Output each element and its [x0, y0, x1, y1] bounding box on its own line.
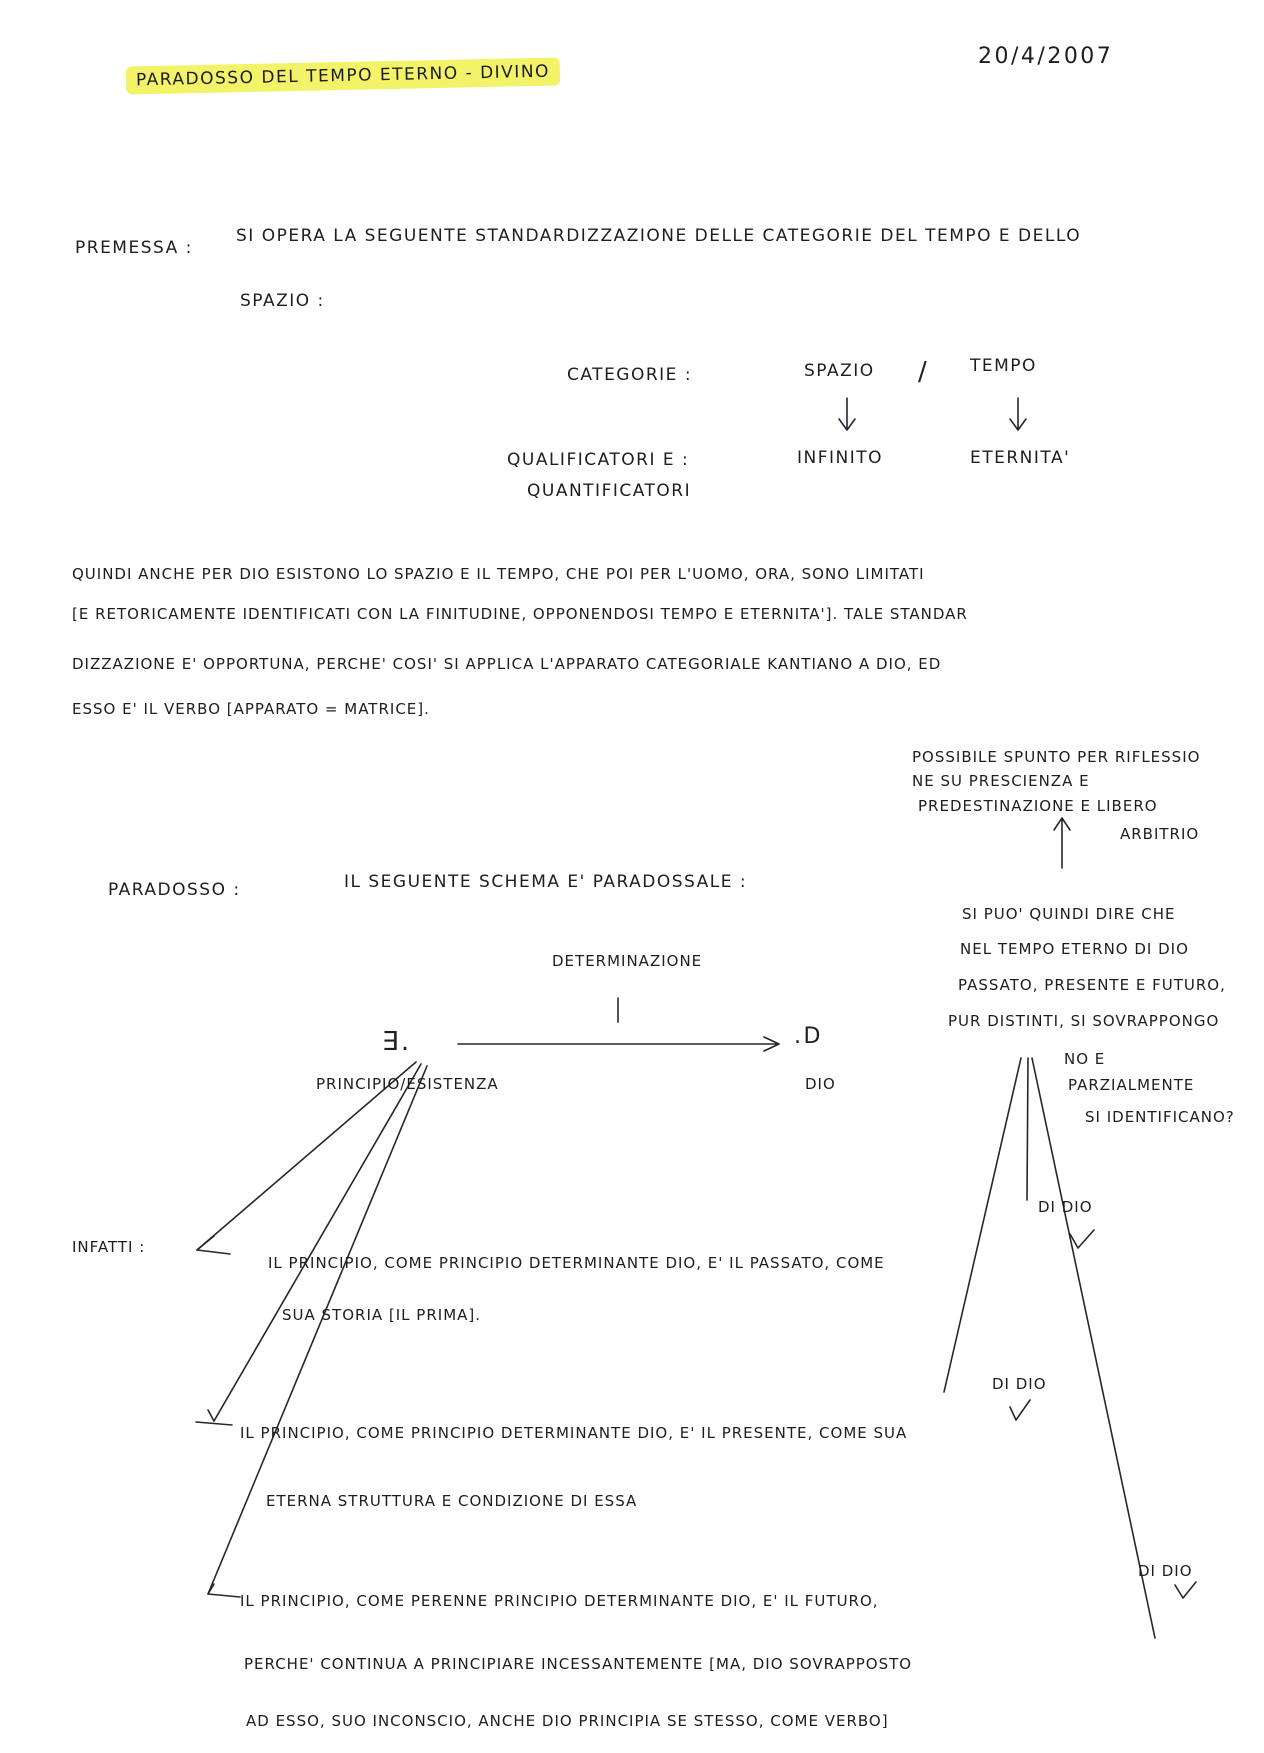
principio-esistenza-label: PRINCIPIO/ESISTENZA — [316, 1075, 499, 1093]
tempo-label: TEMPO — [970, 356, 1037, 376]
spazio-label: SPAZIO — [804, 361, 875, 381]
determinazione-arrow — [458, 1037, 779, 1051]
right-note-line-4: PUR DISTINTI, SI SOVRAPPONGO — [948, 1012, 1220, 1030]
di-dio-label-3: DI DIO — [1138, 1562, 1193, 1580]
slash: / — [918, 357, 930, 387]
right-note-line-3: PASSATO, PRESENTE E FUTURO, — [958, 976, 1226, 994]
paragraph-line-2: [E RETORICAMENTE IDENTIFICATI CON LA FINITUDINE, OPPONENDOSI TEMPO E ETERNITA']. TALE STANDAR — [72, 605, 968, 623]
item-3-line-2: PERCHE' CONTINUA A PRINCIPIARE INCESSANTEMENTE [MA, DIO SOVRAPPOSTO — [244, 1655, 913, 1673]
paragraph-line-3: DIZZAZIONE E' OPPORTUNA, PERCHE' COSI' SI APPLICA L'APPARATO CATEGORIALE KANTIANO A DIO, ED — [72, 655, 942, 673]
principio-fan — [196, 1062, 427, 1597]
premessa-line-1: SI OPERA LA SEGUENTE STANDARDIZZAZIONE DELLE CATEGORIE DEL TEMPO E DELLO — [236, 226, 1082, 246]
determinazione-label: DETERMINAZIONE — [552, 952, 703, 970]
paragraph-line-4: ESSO E' IL VERBO [APPARATO = MATRICE]. — [72, 700, 430, 718]
item-1-line-1: IL PRINCIPIO, COME PRINCIPIO DETERMINANTE DIO, E' IL PASSATO, COME — [268, 1254, 885, 1272]
right-note-line-6: PARZIALMENTE — [1068, 1076, 1195, 1094]
qualificatori-label: QUALIFICATORI E : — [507, 450, 690, 470]
side-note-line-1: POSSIBILE SPUNTO PER RIFLESSIO — [912, 748, 1201, 766]
side-note-line-2: NE SU PRESCIENZA E — [912, 772, 1090, 790]
item-2-line-2: ETERNA STRUTTURA E CONDIZIONE DI ESSA — [266, 1492, 638, 1510]
side-note-line-4: ARBITRIO — [1120, 825, 1200, 843]
right-note-line-5: NO E — [1064, 1050, 1106, 1068]
paradosso-text: IL SEGUENTE SCHEMA E' PARADOSSALE : — [344, 872, 748, 892]
quantificatori-label: QUANTIFICATORI — [527, 481, 692, 501]
paradosso-label: PARADOSSO : — [108, 880, 241, 900]
d-symbol: .D — [794, 1024, 823, 1049]
item-2-line-1: IL PRINCIPIO, COME PRINCIPIO DETERMINANTE DIO, E' IL PRESENTE, COME SUA — [240, 1424, 908, 1442]
right-note-line-2: NEL TEMPO ETERNO DI DIO — [960, 940, 1189, 958]
infinito-label: INFINITO — [797, 448, 884, 468]
item-3-line-1: IL PRINCIPIO, COME PERENNE PRINCIPIO DETERMINANTE DIO, E' IL FUTURO, — [240, 1592, 879, 1610]
check-marks — [1010, 1230, 1196, 1598]
right-note-line-1: SI PUO' QUINDI DIRE CHE — [962, 905, 1176, 923]
premessa-line-2: SPAZIO : — [240, 291, 325, 311]
item-3-line-3: AD ESSO, SUO INCONSCIO, ANCHE DIO PRINCIPIA SE STESSO, COME VERBO] — [246, 1712, 889, 1730]
side-note-arrow — [1054, 818, 1070, 868]
side-note-line-3: PREDESTINAZIONE E LIBERO — [918, 797, 1158, 815]
exists-symbol: ∃. — [382, 1027, 412, 1057]
right-note-fan — [944, 1058, 1155, 1638]
premessa-label: PREMESSA : — [75, 238, 193, 258]
category-arrows — [839, 398, 1026, 430]
eternita-label: ETERNITA' — [970, 448, 1071, 468]
right-note-line-7: SI IDENTIFICANO? — [1085, 1108, 1235, 1126]
item-1-line-2: SUA STORIA [IL PRIMA]. — [282, 1306, 482, 1324]
infatti-label: INFATTI : — [72, 1238, 146, 1256]
page-title: PARADOSSO DEL TEMPO ETERNO - DIVINO — [126, 57, 560, 94]
date: 20/4/2007 — [978, 44, 1114, 69]
paragraph-line-1: QUINDI ANCHE PER DIO ESISTONO LO SPAZIO E IL TEMPO, CHE POI PER L'UOMO, ORA, SONO LIMITATI — [72, 565, 925, 583]
di-dio-label-2: DI DIO — [992, 1375, 1047, 1393]
di-dio-label-1: DI DIO — [1038, 1198, 1093, 1216]
dio-label: DIO — [805, 1075, 836, 1093]
categorie-label: CATEGORIE : — [567, 365, 693, 385]
